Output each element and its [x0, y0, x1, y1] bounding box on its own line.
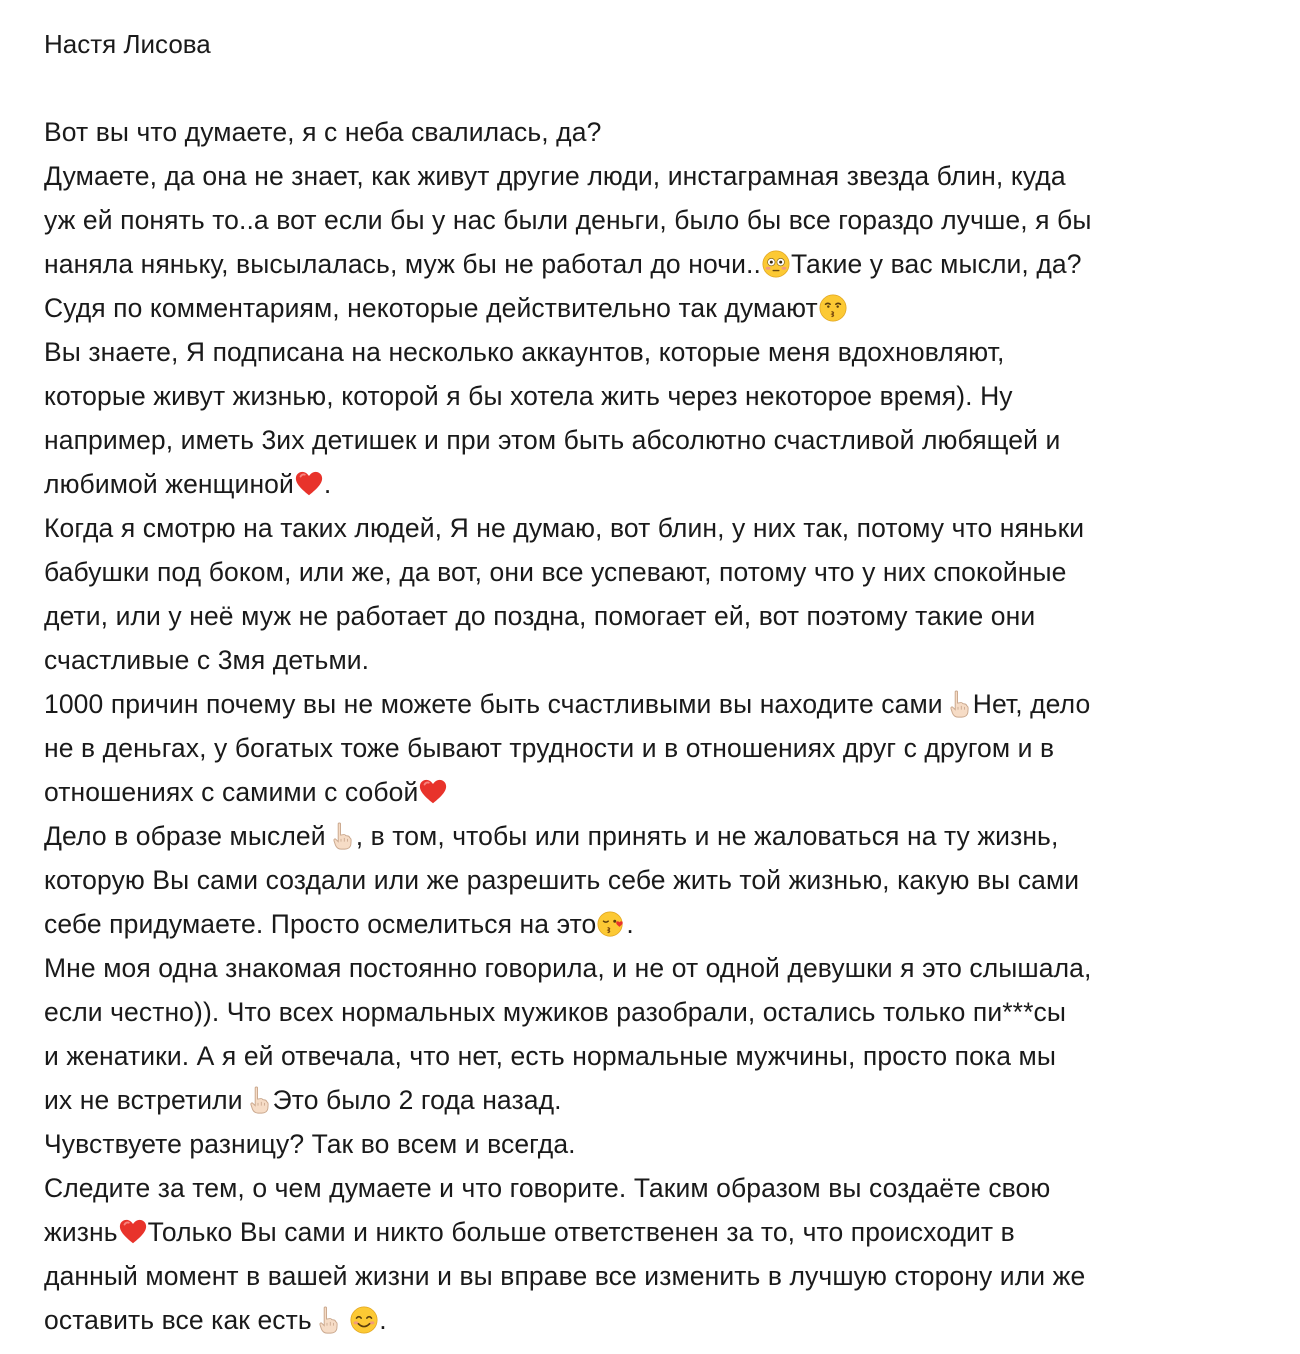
- text-segment: , в том, чтобы или принять и не жаловаться на ту жизнь,: [355, 821, 1059, 851]
- spacer: [44, 66, 1260, 110]
- pointing-up-icon: [243, 1085, 273, 1115]
- text-line: [44, 770, 1260, 814]
- text-segment: их не встретили: [44, 1085, 243, 1115]
- text-segment: счастливые с 3мя детьми.: [44, 645, 370, 675]
- heart-icon: [294, 469, 324, 499]
- text-segment: Чувствуете разницу? Так во всем и всегда.: [44, 1129, 576, 1159]
- text-segment: Нет, дело: [972, 689, 1091, 719]
- text-segment: дети, или у неё муж не работает до поздна, помогает ей, вот поэтому такие они: [44, 601, 1036, 631]
- text-segment: если честно)). Что всех нормальных мужиков разобрали, остались только пи***сы: [44, 997, 1066, 1027]
- text-segment: Это было 2 года назад.: [272, 1085, 562, 1115]
- text-line: [44, 1166, 1260, 1210]
- text-segment: и женатики. А я ей отвечала, что нет, есть нормальные мужчины, просто пока мы: [44, 1041, 1056, 1071]
- text-line: [44, 198, 1260, 242]
- text-line: [44, 1298, 1260, 1342]
- text-line: [44, 858, 1260, 902]
- text-segment: [342, 1305, 349, 1335]
- text-line: [44, 242, 1260, 286]
- text-line: [44, 418, 1260, 462]
- pointing-up-icon: [326, 821, 356, 851]
- text-segment: 1000 причин почему вы не можете быть счастливыми вы находите сами: [44, 689, 943, 719]
- text-line: [44, 330, 1260, 374]
- text-segment: .: [379, 1305, 387, 1335]
- smiling-face-icon: [349, 1305, 379, 1335]
- flushed-face-icon: [761, 249, 791, 279]
- text-segment: любимой женщиной: [44, 469, 294, 499]
- text-line: [44, 110, 1260, 154]
- text-segment: .: [323, 469, 332, 499]
- text-segment: Только Вы сами и никто больше ответственен за то, что происходит в: [147, 1217, 1015, 1247]
- text-line: [44, 550, 1260, 594]
- text-segment: Вот вы что думаете, я с неба свалилась, да?: [44, 117, 602, 147]
- heart-icon: [418, 777, 448, 807]
- text-line: [44, 726, 1260, 770]
- text-line: [44, 1210, 1260, 1254]
- text-segment: бабушки под боком, или же, да вот, они все успевают, потому что у них спокойные: [44, 557, 1067, 587]
- text-segment: Судя по комментариям, некоторые действительно так думают: [44, 293, 818, 323]
- text-segment: себе придумаете. Просто осмелиться на это: [44, 909, 597, 939]
- text-segment: оставить все как есть: [44, 1305, 312, 1335]
- text-line: [44, 902, 1260, 946]
- text-line: [44, 814, 1260, 858]
- text-segment: которые живут жизнью, которой я бы хотела жить через некоторое время). Ну: [44, 381, 1013, 411]
- text-segment: Вы знаете, Я подписана на несколько аккаунтов, которые меня вдохновляют,: [44, 337, 1005, 367]
- text-line: [44, 946, 1260, 990]
- post-body: [44, 110, 1260, 1342]
- author-name[interactable]: Настя Лисова: [44, 29, 211, 59]
- text-line: [44, 682, 1260, 726]
- text-line: [44, 462, 1260, 506]
- text-line: [44, 506, 1260, 550]
- text-line: [44, 286, 1260, 330]
- text-segment: не в деньгах, у богатых тоже бывают трудности и в отношениях друг с другом и в: [44, 733, 1055, 763]
- text-line: [44, 1122, 1260, 1166]
- heart-icon: [118, 1217, 148, 1247]
- text-line: [44, 374, 1260, 418]
- pointing-up-icon: [312, 1305, 342, 1335]
- text-line: [44, 1254, 1260, 1298]
- text-segment: которую Вы сами создали или же разрешить себе жить той жизнью, какую вы сами: [44, 865, 1080, 895]
- text-segment: Дело в образе мыслей: [44, 821, 326, 851]
- text-segment: Когда я смотрю на таких людей, Я не думаю, вот блин, у них так, потому что няньки: [44, 513, 1085, 543]
- text-line: [44, 1034, 1260, 1078]
- text-segment: уж ей понять то..а вот если бы у нас были деньги, было бы все гораздо лучше, я бы: [44, 205, 1092, 235]
- text-segment: жизнь: [44, 1217, 118, 1247]
- kiss-wink-face-icon: [596, 909, 626, 939]
- text-line: [44, 1078, 1260, 1122]
- text-line: [44, 594, 1260, 638]
- pointing-up-icon: [943, 689, 973, 719]
- text-line: [44, 638, 1260, 682]
- text-segment: например, иметь 3их детишек и при этом быть абсолютно счастливой любящей и: [44, 425, 1061, 455]
- text-segment: данный момент в вашей жизни и вы вправе все изменить в лучшую сторону или же: [44, 1261, 1086, 1291]
- kissing-face-icon: [818, 293, 848, 323]
- text-segment: Думаете, да она не знает, как живут другие люди, инстаграмная звезда блин, куда: [44, 161, 1066, 191]
- text-segment: Мне моя одна знакомая постоянно говорила, и не от одной девушки я это слышала,: [44, 953, 1092, 983]
- text-segment: .: [626, 909, 634, 939]
- text-line: [44, 990, 1260, 1034]
- text-segment: отношениях с самими с собой: [44, 777, 419, 807]
- text-segment: Такие у вас мысли, да?: [790, 249, 1082, 279]
- text-line: [44, 154, 1260, 198]
- text-segment: Следите за тем, о чем думаете и что говорите. Таким образом вы создаёте свою: [44, 1173, 1051, 1203]
- text-segment: наняла няньку, высылалась, муж бы не работал до ночи..: [44, 249, 761, 279]
